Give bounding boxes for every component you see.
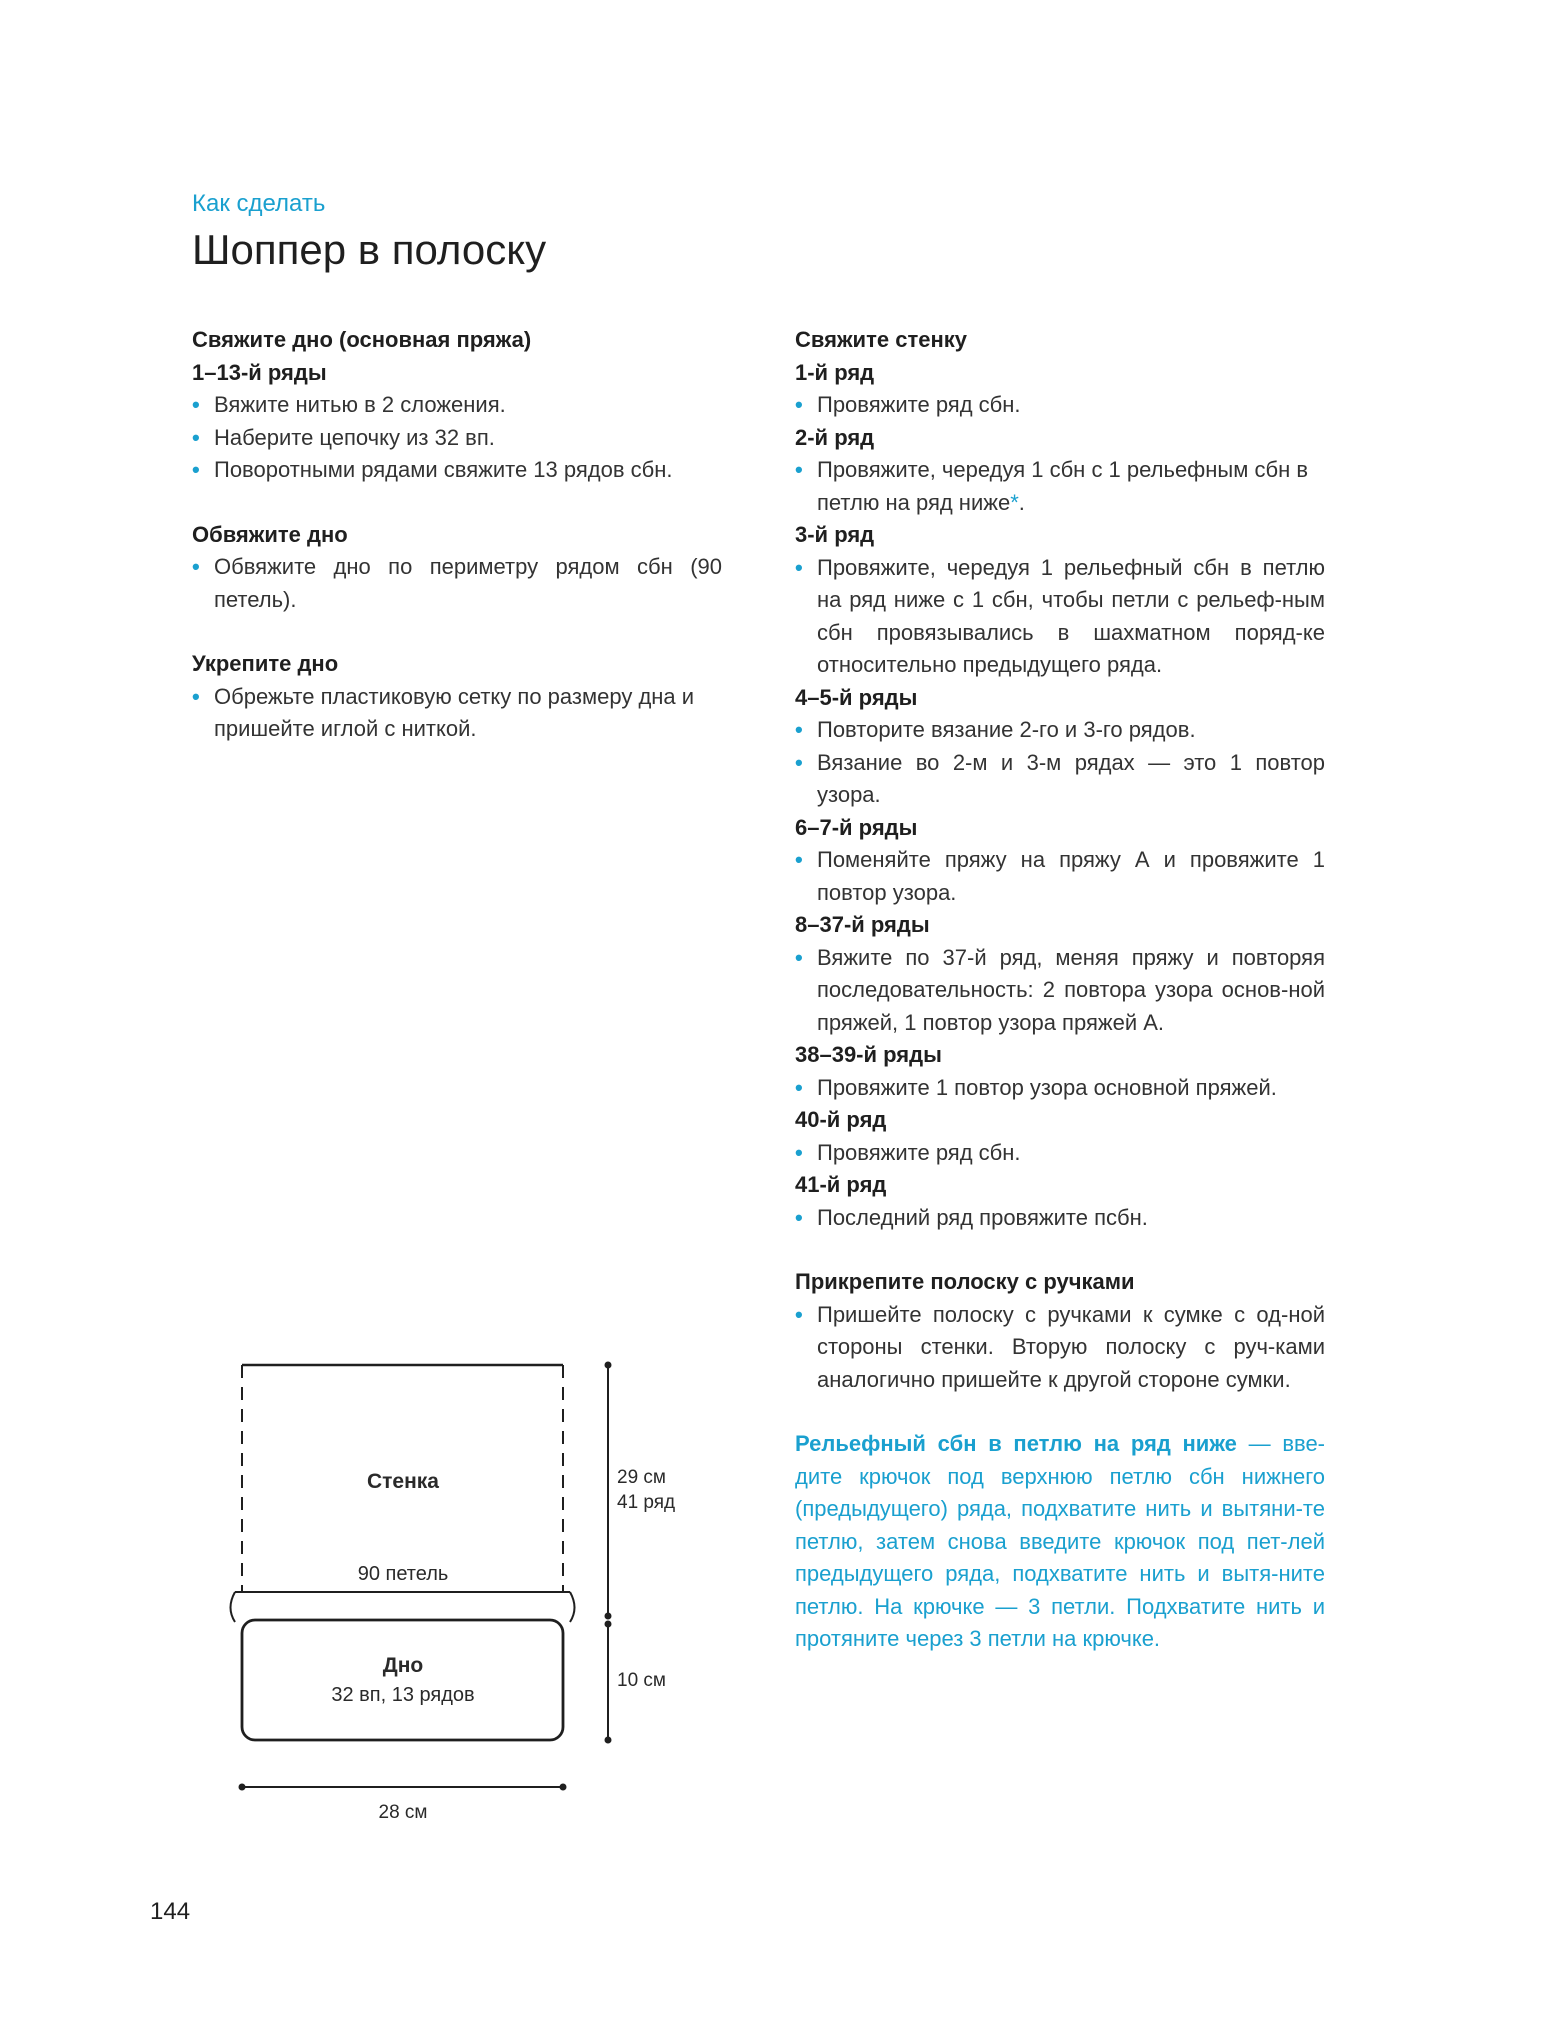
bullet-item: • Последний ряд провяжите псбн. [795, 1202, 1325, 1235]
footnote-asterisk: * [1010, 489, 1019, 515]
row-label: 40-й ряд [795, 1107, 887, 1132]
row-label: 3-й ряд [795, 522, 875, 547]
bullet-item: • Поворотными рядами свяжите 13 рядов сбн. [192, 454, 722, 487]
row-label: 38–39-й ряды [795, 1042, 942, 1067]
bullet-item: • Наберите цепочку из 32 вп. [192, 422, 722, 455]
bullet-item: • Обрежьте пластиковую сетку по размеру дна и пришейте иглой с ниткой. [192, 681, 722, 746]
bullet-item: • Вязание во 2-м и 3-м рядах — это 1 повтор узора. [795, 747, 1325, 812]
wall-height-rows: 41 ряд [617, 1492, 676, 1513]
section-heading: Обвяжите дно [192, 521, 348, 547]
row-label: 41-й ряд [795, 1172, 887, 1197]
wall-label: Стенка [366, 1470, 440, 1493]
left-column [192, 324, 722, 778]
page-title: Шоппер в полоску [192, 226, 547, 273]
wall-height-cm: 29 см [617, 1467, 666, 1488]
bullet-item: • Обвяжите дно по периметру рядом сбн (90 петель). [192, 551, 722, 616]
row-label: 6–7-й ряды [795, 814, 918, 840]
section-wall [795, 324, 1325, 1234]
bottom-height-cm: 10 см [617, 1670, 666, 1691]
edging-left-curve [231, 1592, 236, 1622]
section-edge-bottom [192, 519, 722, 617]
bullet-item: • Провяжите ряд сбн. [795, 389, 1325, 422]
section-heading: Укрепите дно [192, 651, 339, 676]
bag-schematic [200, 1330, 680, 1830]
bullet-item: • Провяжите, чередуя 1 рельефный сбн в петлю на ряд ниже с 1 сбн, чтобы петли с рельеф-ным сбн провязывались в шахматном поряд-ке относительно предыдущего ряда. [795, 552, 1325, 682]
bullet-item: • Провяжите 1 повтор узора основной пряжей. [795, 1072, 1325, 1105]
bullet-item: • Поменяйте пряжу на пряжу А и провяжите 1 повтор узора. [795, 844, 1325, 909]
row-label: 1-й ряд [795, 359, 875, 385]
row-label: 2-й ряд [795, 424, 875, 450]
bullet-item: • Вяжите по 37-й ряд, меняя пряжу и повторяя последовательность: 2 повтора узора основ-ной пряжей, 1 повтор узора пряжей А. [795, 942, 1325, 1040]
edging-right-curve [570, 1592, 575, 1622]
bullet-item [795, 454, 1325, 519]
bullet-tail: . [1018, 489, 1025, 515]
page-number: 144 [150, 1898, 191, 1925]
row-label: 8–37-й ряды [795, 912, 930, 937]
right-column [795, 324, 1325, 1678]
bottom-sub-label: 32 вп, 13 рядов [331, 1684, 475, 1706]
bullet-text: Провяжите, чередуя 1 сбн с 1 рельефным сбн в петлю на ряд ниже [817, 457, 1309, 515]
section-heading: Прикрепите полоску с ручками [795, 1269, 1135, 1294]
bullet-item: • Пришейте полоску с ручками к сумке с од-ной стороны стенки. Вторую полоску с руч-ками аналогично пришейте к другой стороне сумки. [795, 1299, 1325, 1397]
technique-note [795, 1428, 1325, 1656]
width-label: 28 см [378, 1802, 428, 1823]
row-label: 4–5-й ряды [795, 684, 918, 710]
row-label: 1–13-й ряды [192, 359, 327, 385]
stitches-label: 90 петель [357, 1563, 449, 1585]
note-text: — вве-дите крючок под верхнюю петлю сбн нижнего (предыдущего) ряда, подхватите нить и вытяни-те петлю, затем снова введите крючок под пет-лей предыдущего ряда, подхватите нить и вытя-ните петлю. На крючке — 3 петли. Подхватите нить и протяните через 3 петли на крючке. [795, 1431, 1326, 1651]
section-kicker: Как сделать [192, 190, 326, 217]
section-strengthen-bottom [192, 648, 722, 746]
bullet-item: • Повторите вязание 2-го и 3-го рядов. [795, 714, 1325, 747]
section-attach-handles [795, 1266, 1325, 1396]
bottom-label: Дно [382, 1654, 424, 1677]
section-heading: Свяжите стенку [795, 327, 967, 352]
bullet-item: • Вяжите нитью в 2 сложения. [192, 389, 722, 422]
note-term: Рельефный сбн в петлю на ряд ниже [795, 1431, 1237, 1456]
section-heading: Свяжите дно (основная пряжа) [192, 327, 532, 352]
bullet-item: • Провяжите ряд сбн. [795, 1137, 1325, 1170]
bottom-panel [242, 1620, 563, 1740]
section-bottom [192, 324, 722, 487]
